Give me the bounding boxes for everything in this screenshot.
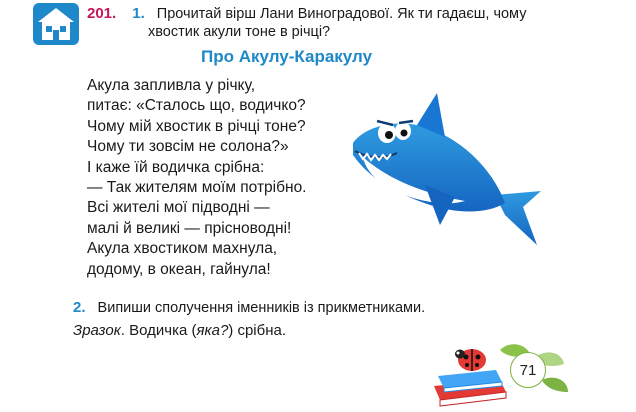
shark-illustration [345,85,545,255]
example-text: . Водичка ( [120,322,197,339]
example-text-end: ) срібна. [228,322,287,339]
page-number-circle [510,352,546,388]
poem-line: І каже їй водичка срібна: [87,158,265,176]
task-1-line-1 [87,4,526,24]
page-number-text: 71 [519,361,537,379]
task-number: 201. [87,5,117,22]
question-text: Прочитай вірш Лани Виноградової. Як ти гадаєш, чому [156,6,527,22]
question-text: Випиши сполучення іменників із прикметниками. [97,300,426,316]
house-icon [32,2,80,46]
poem-line: Чому мій хвостик в річці тоне? [87,117,306,135]
example-question: яка? [196,322,229,339]
question-number: 2. [73,299,86,316]
poem-line: питає: «Сталось що, водичко? [87,97,306,115]
poem-line: — Так жителям моїм потрібно. [87,179,307,197]
page-corner-decoration [430,340,570,407]
poem-line: Чому ти зовсім не солона?» [87,138,289,156]
example-label: Зразок [73,322,121,339]
example-line [73,322,286,339]
books-icon [434,370,506,406]
poem-body [87,76,307,280]
poem-line: Всі жителі мої підводні — [87,199,270,217]
ladybug-icon [455,349,486,371]
question-number: 1. [132,5,145,22]
task-2 [73,298,425,318]
poem-line: малі й великі — прісноводні! [87,219,292,237]
poem-line: Акула запливла у річку, [87,77,256,94]
poem-title: Про Акулу-Каракулу [201,47,373,66]
poem-line: додому, в океан, гайнула! [87,260,271,278]
page-number [510,352,546,388]
poem-line: Акула хвостиком махнула, [87,240,278,258]
task-1-line-2: хвостик акули тоне в річці? [148,24,331,40]
